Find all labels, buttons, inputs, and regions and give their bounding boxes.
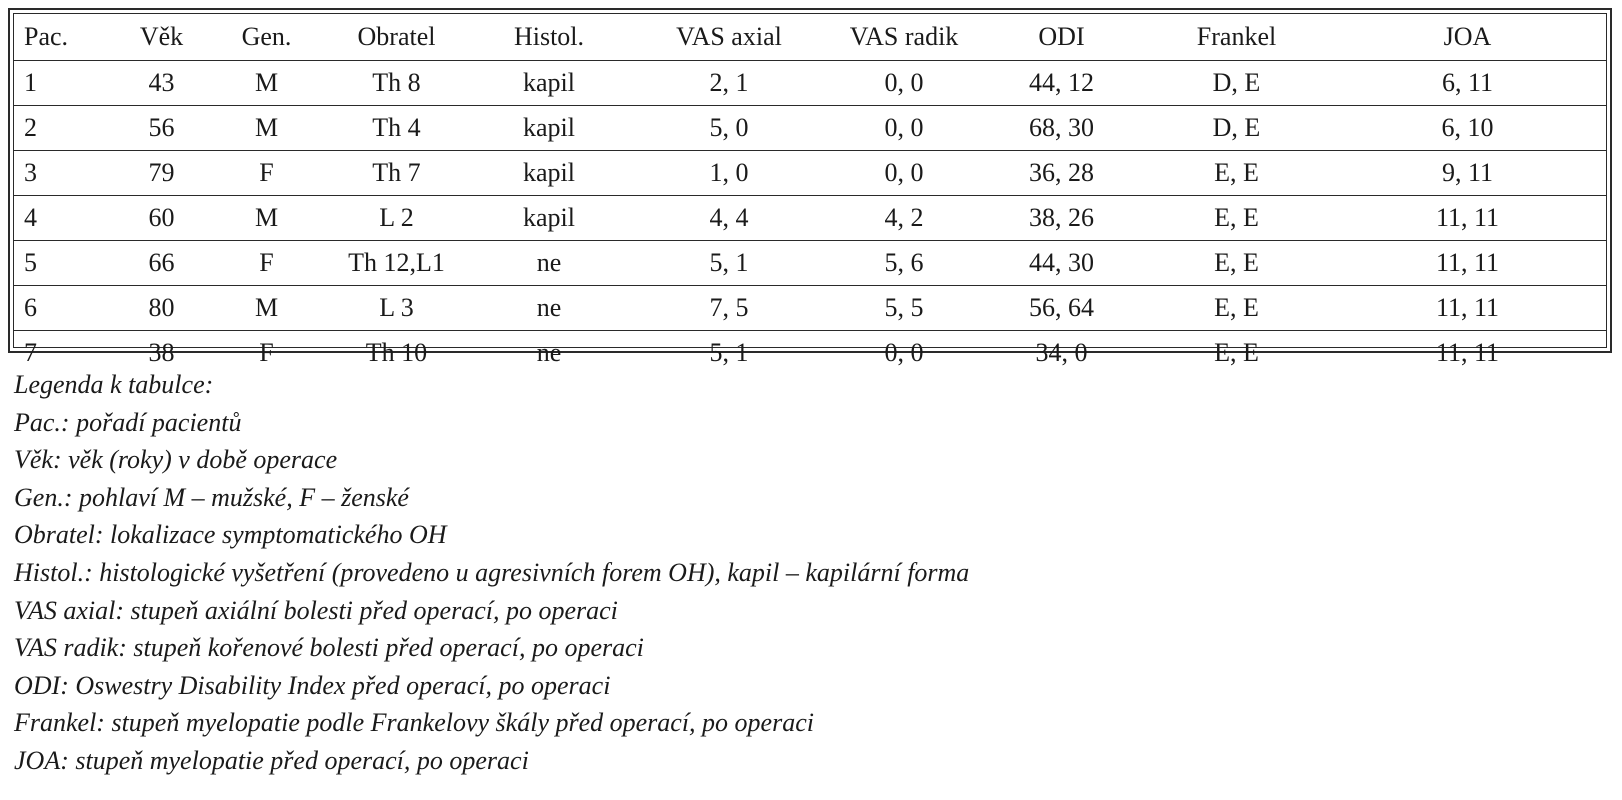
cell-vas-radik: 4, 2 [884,203,924,232]
cell-gen: F [259,248,274,277]
cell-vek: 56 [148,113,175,142]
cell-vas-radik: 0, 0 [884,158,924,187]
cell-obratel: L 3 [379,293,414,322]
cell-histol: ne [536,338,562,367]
legend-line-odi: ODI: Oswestry Disability Index před operací, po operaci [14,670,611,700]
legend-line-frankel: Frankel: stupeň myelopatie podle Frankelovy škály před operací, po operaci [14,708,814,738]
cell-pac: 3 [24,158,37,187]
legend-line-obratel: Obratel: lokalizace symptomatického OH [14,520,447,550]
cell-vas-radik: 5, 6 [884,248,924,277]
cell-joa: 11, 11 [1435,203,1500,232]
cell-gen: F [259,338,274,367]
cell-pac: 5 [24,248,37,277]
cell-frankel: E, E [1214,248,1259,277]
legend-title: Legenda k tabulce: [14,370,214,399]
header-obratel: Obratel [357,22,436,51]
table-row [14,196,1606,241]
header-odi: ODI [1038,22,1085,51]
cell-frankel: E, E [1214,293,1259,322]
cell-histol: kapil [523,113,575,142]
header-frankel: Frankel [1196,22,1277,51]
cell-obratel: Th 7 [372,158,421,187]
table-row [14,286,1606,331]
cell-gen: M [254,68,279,97]
table-row [14,106,1606,151]
cell-odi: 68, 30 [1029,113,1094,142]
cell-vas-radik: 0, 0 [884,68,924,97]
table-header-row [14,14,1606,61]
cell-vas-radik: 0, 0 [884,113,924,142]
cell-joa: 11, 11 [1435,338,1500,367]
header-gen: Gen. [241,22,292,51]
cell-pac: 1 [24,68,37,97]
cell-gen: F [259,158,274,187]
table-legend [14,366,1604,780]
cell-joa: 6, 10 [1441,113,1494,142]
cell-pac: 4 [24,203,37,232]
cell-histol: kapil [523,68,575,97]
patient-table [14,14,1606,375]
legend-line-vas-axial: VAS axial: stupeň axiální bolesti před operací, po operaci [14,595,618,625]
legend-line-histol: Histol.: histologické vyšetření (provedeno u agresivních forem OH), kapil – kapilární forma [14,557,970,587]
cell-vek: 60 [148,203,175,232]
cell-vas-radik: 5, 5 [884,293,924,322]
cell-vas-axial: 5, 1 [709,338,749,367]
cell-odi: 34, 0 [1035,338,1088,367]
cell-pac: 6 [24,293,37,322]
cell-odi: 56, 64 [1029,293,1094,322]
table-row [14,61,1606,106]
cell-vek: 66 [148,248,175,277]
cell-obratel: Th 12,L1 [348,248,445,277]
header-vas-radik: VAS radik [849,22,959,51]
cell-vek: 79 [148,158,175,187]
cell-frankel: E, E [1214,203,1259,232]
header-pac: Pac. [24,22,69,51]
cell-vas-radik: 0, 0 [884,338,924,367]
cell-gen: M [254,113,279,142]
cell-joa: 11, 11 [1435,248,1500,277]
patient-table-inner [13,13,1607,367]
cell-vas-axial: 4, 4 [709,203,749,232]
cell-vas-axial: 1, 0 [709,158,749,187]
cell-vas-axial: 5, 1 [709,248,749,277]
table-row [14,151,1606,196]
legend-line-vek: Věk: věk (roky) v době operace [14,445,338,475]
cell-pac: 7 [24,338,37,367]
cell-gen: M [254,203,279,232]
cell-gen: M [254,293,279,322]
cell-frankel: E, E [1214,158,1259,187]
patient-table-frame [8,8,1612,367]
legend-line-pac: Pac.: pořadí pacientů [14,407,242,437]
cell-frankel: D, E [1212,68,1261,97]
cell-vas-axial: 7, 5 [709,293,749,322]
cell-odi: 44, 30 [1029,248,1094,277]
cell-joa: 11, 11 [1435,293,1500,322]
cell-vek: 43 [148,68,175,97]
header-vek: Věk [139,22,184,51]
table-row [14,241,1606,286]
cell-histol: kapil [523,158,575,187]
header-vas-axial: VAS axial [676,22,782,51]
cell-obratel: Th 10 [365,338,428,367]
header-joa: JOA [1443,22,1492,51]
header-histol: Histol. [513,22,585,51]
cell-pac: 2 [24,113,37,142]
cell-obratel: Th 4 [372,113,421,142]
cell-frankel: D, E [1212,113,1261,142]
cell-vas-axial: 5, 0 [709,113,749,142]
cell-odi: 38, 26 [1029,203,1094,232]
cell-histol: ne [536,293,562,322]
legend-line-vas-radik: VAS radik: stupeň kořenové bolesti před operací, po operaci [14,633,644,663]
legend-line-joa: JOA: stupeň myelopatie před operací, po operaci [14,745,529,775]
cell-vek: 80 [148,293,175,322]
cell-obratel: L 2 [379,203,414,232]
cell-obratel: Th 8 [372,68,421,97]
cell-odi: 36, 28 [1029,158,1094,187]
cell-vas-axial: 2, 1 [709,68,749,97]
cell-frankel: E, E [1214,338,1259,367]
cell-odi: 44, 12 [1029,68,1094,97]
cell-histol: kapil [523,203,575,232]
cell-joa: 6, 11 [1441,68,1494,97]
cell-vek: 38 [148,338,175,367]
cell-histol: ne [536,248,562,277]
legend-line-gen: Gen.: pohlaví M – mužské, F – ženské [14,482,409,512]
cell-joa: 9, 11 [1441,158,1494,187]
